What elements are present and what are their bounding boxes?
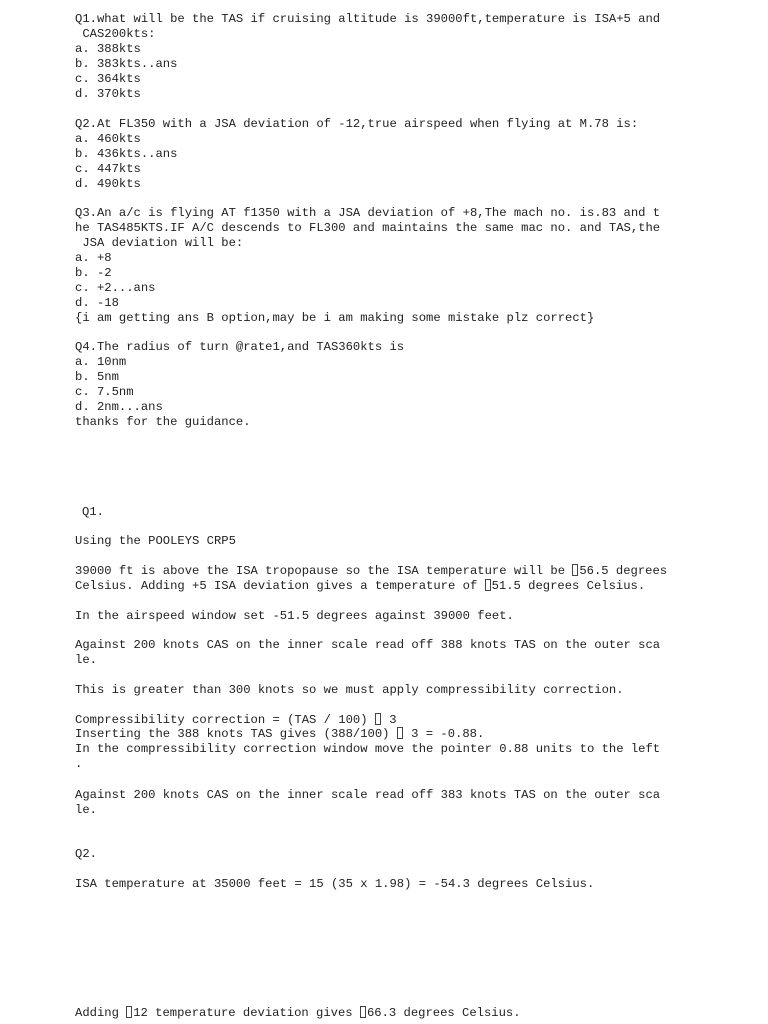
missing-glyph-box-icon [397, 727, 403, 739]
q1-question-line2: CAS200kts: [75, 27, 156, 41]
answer-q1-p5-line4: . [75, 757, 83, 771]
q3-note: {i am getting ans B option,may be i am making some mistake plz correct} [75, 311, 595, 325]
text-segment: 12 temperature deviation gives [133, 1006, 360, 1020]
text-segment: Inserting the 388 knots TAS gives (388/100) [75, 727, 397, 741]
text-segment: 39000 ft is above the ISA tropopause so the ISA temperature will be [75, 564, 573, 578]
q1-option-a: a. 388kts [75, 42, 141, 56]
text-segment: Adding [75, 1006, 127, 1020]
answer-q1-p3-line1: Against 200 knots CAS on the inner scale read off 388 knots TAS on the outer sca [75, 638, 661, 652]
q1-option-c: c. 364kts [75, 72, 141, 86]
answer-q1-p6-line1: Against 200 knots CAS on the inner scale read off 383 knots TAS on the outer sca [75, 788, 661, 802]
text-segment: Compressibility correction = (TAS / 100) [75, 713, 375, 727]
missing-glyph-box-icon [485, 579, 491, 591]
text-segment: 56.5 degrees [579, 564, 668, 578]
q2-option-c: c. 447kts [75, 162, 141, 176]
missing-glyph-box-icon [126, 1006, 132, 1018]
missing-glyph-box-icon [375, 713, 381, 725]
q4-option-d: d. 2nm...ans [75, 400, 163, 414]
text-segment: 51.5 degrees Celsius. [491, 579, 646, 593]
answer-q2-p2 [75, 1006, 521, 1021]
q4-option-c: c. 7.5nm [75, 385, 134, 399]
answer-q1-tool: Using the POOLEYS CRP5 [75, 534, 236, 548]
text-segment: 3 = -0.88. [403, 727, 485, 741]
answer-q1-heading: Q1. [82, 505, 104, 519]
q3-option-b: b. -2 [75, 266, 112, 280]
q1-option-b: b. 383kts..ans [75, 57, 178, 71]
q2-option-a: a. 460kts [75, 132, 141, 146]
answer-q1-p4: This is greater than 300 knots so we must apply compressibility correction. [75, 683, 624, 697]
q1-option-d: d. 370kts [75, 87, 141, 101]
q2-question-line1: Q2.At FL350 with a JSA deviation of -12,true airspeed when flying at M.78 is: [75, 117, 639, 131]
q3-option-d: d. -18 [75, 296, 119, 310]
text-segment: Celsius. Adding +5 ISA deviation gives a temperature of [75, 579, 485, 593]
q2-option-d: d. 490kts [75, 177, 141, 191]
q4-option-b: b. 5nm [75, 370, 119, 384]
answer-q1-p1-line2 [75, 579, 645, 594]
answer-q1-p5-line2 [75, 727, 484, 742]
answer-q1-p5-line3: In the compressibility correction window move the pointer 0.88 units to the left [75, 742, 661, 756]
q4-question-line1: Q4.The radius of turn @rate1,and TAS360kts is [75, 340, 405, 354]
missing-glyph-box-icon [360, 1006, 366, 1018]
answer-q2-heading: Q2. [75, 847, 97, 861]
text-segment: 66.3 degrees Celsius. [366, 1006, 521, 1020]
answer-q2-p1: ISA temperature at 35000 feet = 15 (35 x 1.98) = -54.3 degrees Celsius. [75, 877, 595, 891]
text-segment: 3 [381, 713, 397, 727]
answer-q1-p3-line2: le. [75, 653, 97, 667]
answer-q1-p6-line2: le. [75, 803, 97, 817]
q2-option-b: b. 436kts..ans [75, 147, 178, 161]
q3-option-c: c. +2...ans [75, 281, 156, 295]
q3-question-line1: Q3.An a/c is flying AT f1350 with a JSA deviation of +8,The mach no. is.83 and t [75, 206, 661, 220]
thanks-line: thanks for the guidance. [75, 415, 251, 429]
answer-q1-p2: In the airspeed window set -51.5 degrees against 39000 feet. [75, 609, 514, 623]
q3-question-line2: he TAS485KTS.IF A/C descends to FL300 and maintains the same mac no. and TAS,the [75, 221, 661, 235]
answer-q1-p1-line1 [75, 564, 667, 579]
q4-option-a: a. 10nm [75, 355, 127, 369]
q3-question-line3: JSA deviation will be: [75, 236, 244, 250]
missing-glyph-box-icon [572, 564, 578, 576]
q3-option-a: a. +8 [75, 251, 112, 265]
answer-q1-p5-line1 [75, 713, 397, 728]
q1-question-line1: Q1.what will be the TAS if cruising altitude is 39000ft,temperature is ISA+5 and [75, 12, 661, 26]
